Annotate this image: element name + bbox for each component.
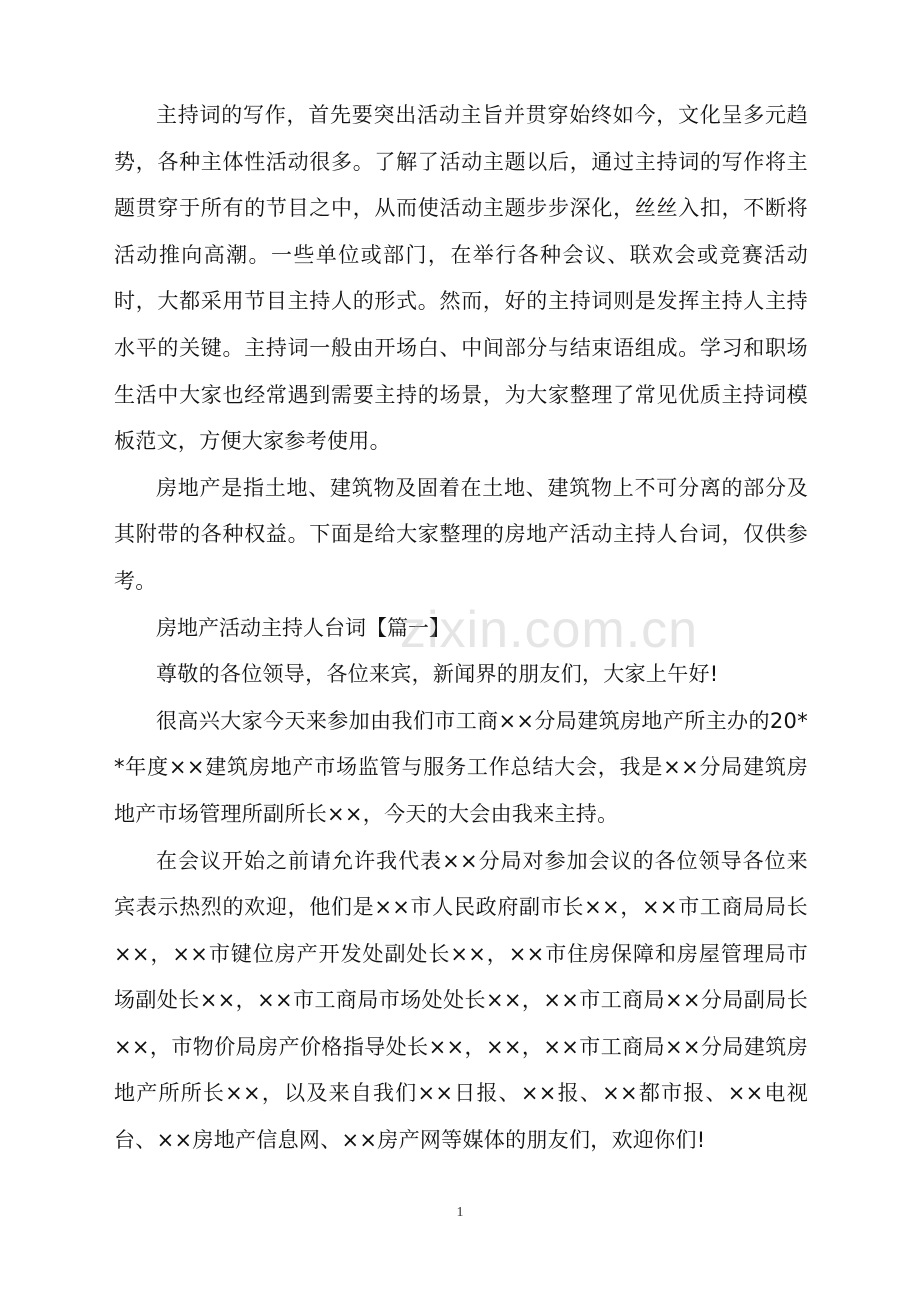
- watermark: zixin.com.cn: [400, 601, 699, 659]
- intro-paragraph-1: 主持词的写作，首先要突出活动主旨并贯穿始终如今，文化呈多元趋势，各种主体性活动很多。了解了活动主题以后，通过主持词的写作将主题贯穿于所有的节目之中，从而使活动主题步步深化，丝丝入扣，不断将活动推向高潮。一些单位或部门，在举行各种会议、联欢会或竞赛活动时，大都采用节目主持人的形式。然而，好的主持词则是发挥主持人主持水平的关键。主持词一般由开场白、中间部分与结束语组成。学习和职场生活中大家也经常遇到需要主持的场景，为大家整理了常见优质主持词模板范文，方便大家参考使用。: [114, 103, 808, 454]
- opening-paragraph: 很高兴大家今天来参加由我们市工商××分局建筑房地产所主办的20**年度××建筑房地产市场监管与服务工作总结大会，我是××分局建筑房地产市场管理所副所长××，今天的大会由我来主持。: [114, 708, 808, 826]
- welcome-paragraph: 在会议开始之前请允许我代表××分局对参加会议的各位领导各位来宾表示热烈的欢迎，他们是××市人民政府副市长××，××市工商局局长××，××市键位房产开发处副处长××，××市住房保障和房屋管理局市场副处长××，××市工商局市场处处长××，××市工商局××分局副局长××，市物价局房产价格指导处长××，××，××市工商局××分局建筑房地产所所长××，以及来自我们××日报、××报、××都市报、××电视台、××房地产信息网、××房产网等媒体的朋友们，欢迎你们!: [114, 848, 808, 1153]
- page-number: 1: [456, 1205, 464, 1220]
- section-title: 房地产活动主持人台词【篇一】: [156, 615, 450, 640]
- intro-paragraph-2: 房地产是指土地、建筑物及固着在土地、建筑物上不可分离的部分及其附带的各种权益。下面是给大家整理的房地产活动主持人台词，仅供参考。: [114, 475, 808, 593]
- greeting-paragraph: 尊敬的各位领导，各位来宾，新闻界的朋友们，大家上午好!: [156, 662, 719, 687]
- document-content: [114, 92, 808, 1164]
